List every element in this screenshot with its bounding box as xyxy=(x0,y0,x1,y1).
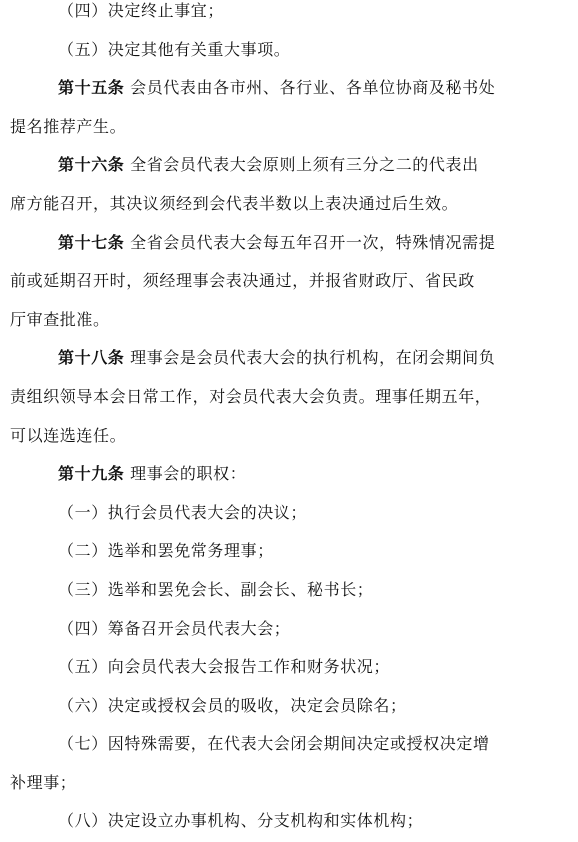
text-line xyxy=(58,571,528,610)
continuation-text: 可以连选连任。 xyxy=(10,425,127,445)
continuation-text: 席方能召开，其决议须经到会代表半数以上表决通过后生效。 xyxy=(10,193,459,213)
item-text: （五）向会员代表大会报告工作和财务状况； xyxy=(58,657,391,677)
article-heading: 第十七条 xyxy=(58,232,125,252)
item-text: （七）因特殊需要，在代表大会闭会期间决定或授权决定增 xyxy=(58,734,490,754)
item-text: （六）决定或授权会员的吸收，决定会员除名； xyxy=(58,695,407,715)
continuation-text: 补理事； xyxy=(10,772,77,792)
text-line xyxy=(58,494,528,533)
continuation-text: 前或延期召开时，须经理事会表决通过，并报省财政厅、省民政 xyxy=(10,271,475,291)
continuation-line xyxy=(10,185,528,224)
article-text: 全省会员代表大会每五年召开一次，特殊情况需提 xyxy=(130,232,496,252)
continuation-line xyxy=(10,378,528,417)
item-text: （四）筹备召开会员代表大会； xyxy=(58,618,291,638)
article-19-line xyxy=(58,455,528,494)
text-line xyxy=(58,31,528,70)
article-15-line xyxy=(58,69,528,108)
article-heading: 第十五条 xyxy=(58,78,125,98)
article-18-line xyxy=(58,339,528,378)
continuation-line xyxy=(10,417,528,456)
article-text: 理事会是会员代表大会的执行机构，在闭会期间负 xyxy=(130,348,496,368)
article-text: 理事会的职权： xyxy=(130,464,247,484)
text-line xyxy=(58,802,528,841)
continuation-text: 责组织领导本会日常工作，对会员代表大会负责。理事任期五年， xyxy=(10,386,492,406)
text-line xyxy=(58,687,528,726)
article-text: 全省会员代表大会原则上须有三分之二的代表出 xyxy=(130,155,479,175)
continuation-line xyxy=(10,262,528,301)
text-line xyxy=(58,648,528,687)
article-16-line xyxy=(58,146,528,185)
text-line xyxy=(58,610,528,649)
continuation-line xyxy=(10,764,528,803)
text-line xyxy=(58,725,528,764)
continuation-line xyxy=(10,108,528,147)
article-heading: 第十六条 xyxy=(58,155,125,175)
item-text: （二）选举和罢免常务理事； xyxy=(58,541,274,561)
item-text: （一）执行会员代表大会的决议； xyxy=(58,502,308,522)
continuation-text: 厅审查批准。 xyxy=(10,309,110,329)
item-text: （四）决定终止事宜； xyxy=(58,1,225,20)
article-text: 会员代表由各市州、各行业、各单位协商及秘书处 xyxy=(130,78,496,98)
article-17-line xyxy=(58,224,528,263)
continuation-text: 提名推荐产生。 xyxy=(10,116,127,136)
item-text: （三）选举和罢免会长、副会长、秘书长； xyxy=(58,579,374,599)
item-text: （五）决定其他有关重大事项。 xyxy=(58,39,291,59)
article-heading: 第十八条 xyxy=(58,348,125,368)
continuation-line xyxy=(10,301,528,340)
text-line xyxy=(58,532,528,571)
item-text: （八）决定设立办事机构、分支机构和实体机构； xyxy=(58,811,424,831)
text-line xyxy=(58,0,528,31)
article-heading: 第十九条 xyxy=(58,464,125,484)
